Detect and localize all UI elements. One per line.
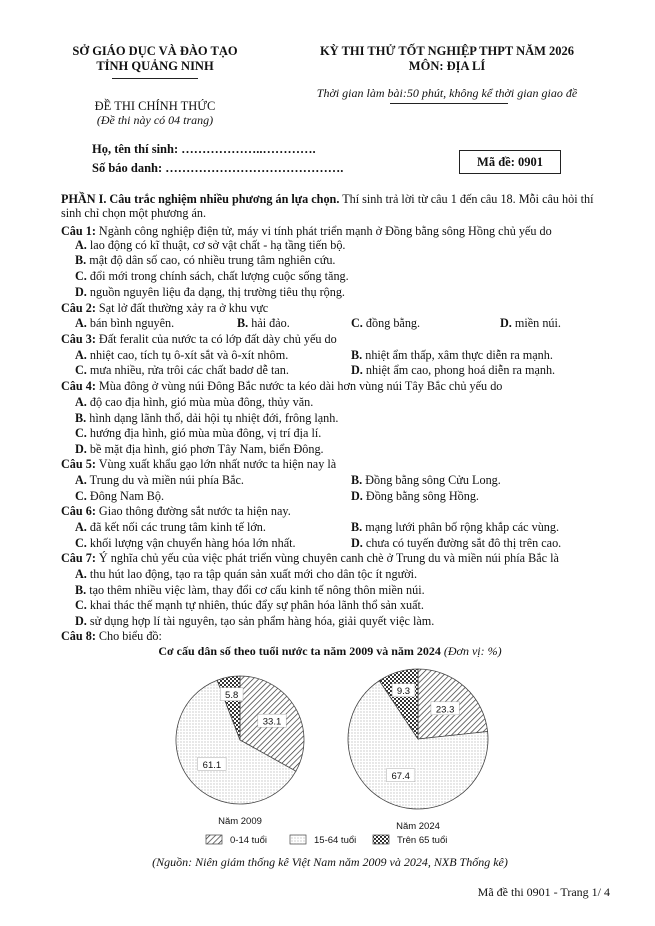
q1-option-b: B. mật độ dân số cao, có nhiều trung tâm nghiên cứu.: [75, 253, 336, 267]
department-line-2: TỈNH QUẢNG NINH: [96, 59, 214, 73]
chart-unit-note: (Đơn vị: %): [443, 644, 502, 658]
candidate-name-field: Họ, tên thí sinh: ………………..………….: [92, 142, 316, 156]
header-rule-right: [390, 103, 508, 104]
question-7: Câu 7: Ý nghĩa chủ yếu của việc phát triển vùng chuyên canh chè ở Trung du và miền núi phía Bắc là: [61, 551, 559, 565]
pie-charts: [0, 660, 655, 845]
question-6: Câu 6: Giao thông đường sắt nước ta hiện nay.: [61, 504, 291, 518]
q5-option-a: A. Trung du và miền núi phía Bắc.: [75, 473, 244, 487]
question-8: Câu 8: Cho biểu đồ:: [61, 629, 162, 643]
q6-option-c: C. khối lượng vận chuyển hàng hóa lớn nhất.: [75, 536, 296, 550]
q5-option-b: B. Đồng bằng sông Cửu Long.: [351, 473, 501, 487]
legend-label-2: 15-64 tuổi: [314, 835, 357, 845]
part1-heading: PHẦN I. Câu trắc nghiệm nhiều phương án lựa chọn.: [61, 192, 340, 206]
q2-option-d: D. miền núi.: [500, 316, 561, 330]
pie-1-caption: Năm 2009: [218, 816, 262, 827]
question-1: [61, 225, 621, 239]
q4-option-b: B. hình dạng lãnh thổ, dải hội tụ nhiệt đới, frông lạnh.: [75, 411, 339, 425]
header-rule-left: [112, 78, 198, 79]
exam-code-box: Mã đề: 0901: [459, 150, 561, 174]
chart-title: Cơ cấu dân số theo tuổi nước ta năm 2009 và năm 2024: [158, 644, 441, 658]
q7-option-c: C. khai thác thế mạnh tự nhiên, thúc đẩy sự phân hóa lãnh thổ sản xuất.: [75, 598, 424, 612]
question-5: Câu 5: Vùng xuất khẩu gạo lớn nhất nước ta hiện nay là: [61, 457, 337, 471]
department-header: [55, 44, 255, 74]
candidate-id-field: Số báo danh: …………………………………….: [92, 161, 344, 175]
q3-option-b: B. nhiệt ẩm thấp, xâm thực diễn ra mạnh.: [351, 348, 553, 362]
q6-option-b: B. mạng lưới phân bố rộng khắp các vùng.: [351, 520, 560, 534]
q7-option-a: A. thu hút lao động, tạo ra tập quán sản xuất mới cho dân tộc ít người.: [75, 567, 418, 581]
chart-title-block: [80, 644, 580, 659]
part1-heading-block: [61, 193, 606, 220]
q5-option-c: C. Đông Nam Bộ.: [75, 489, 165, 503]
legend-label-3: Trên 65 tuổi: [397, 835, 448, 845]
q4-option-d: D. bề mặt địa hình, gió phơn Tây Nam, biển Đông.: [75, 442, 324, 456]
q4-option-c: C. hướng địa hình, gió mùa mùa đông, vị trí địa lí.: [75, 426, 322, 440]
q2-option-a: A. bán bình nguyên.: [75, 316, 175, 330]
department-line-1: SỞ GIÁO DỤC VÀ ĐÀO TẠO: [72, 44, 238, 58]
time-note: Thời gian làm bài:50 phút, không kể thời gian giao đề: [316, 86, 578, 100]
question-4: Câu 4: Mùa đông ở vùng núi Đông Bắc nước ta kéo dài hơn vùng núi Tây Bắc chủ yếu do: [61, 379, 503, 393]
q5-option-d: D. Đồng bằng sông Hồng.: [351, 489, 479, 503]
pie-1-data-label-1: 33.1: [262, 716, 282, 728]
q2-option-b: B. hải đảo.: [237, 316, 290, 330]
q1-option-c: C. đổi mới trong chính sách, chất lượng cuộc sống tăng.: [75, 269, 349, 283]
pie-2-data-label-2: 67.4: [391, 771, 410, 783]
exam-title: KỲ THI THỬ TỐT NGHIỆP THPT NĂM 2026: [319, 44, 575, 58]
legend-label-1: 0-14 tuổi: [230, 835, 267, 845]
pie-1-data-label-2: 61.1: [202, 759, 222, 771]
question-text: Ngành công nghiệp điện tử, máy vi tính phát triển mạnh ở Đồng bằng sông Hồng chủ yếu do: [95, 224, 552, 238]
question-3: Câu 3: Đất feralit của nước ta có lớp đất dày chủ yếu do: [61, 332, 337, 346]
chart-source: (Nguồn: Niên giám thống kê Việt Nam năm 2009 và 2024, NXB Thống kê): [152, 855, 508, 869]
pie-2-data-label-1: 23.3: [435, 704, 455, 716]
q6-option-d: D. chưa có tuyến đường sắt đô thị trên cao.: [351, 536, 562, 550]
q2-option-c: C. đồng bằng.: [351, 316, 421, 330]
legend-swatch-1: [206, 835, 222, 844]
pie-1-data-label-3: 5.8: [225, 690, 239, 702]
q1-option-d: D. nguồn nguyên liệu đa dạng, thị trường tiêu thụ rộng.: [75, 285, 345, 299]
q6-option-a: A. đã kết nối các trung tâm kinh tế lớn.: [75, 520, 266, 534]
legend-swatch-2: [290, 835, 306, 844]
part1-instruction: Thí sinh trả lời từ câu 1 đến câu 18. Mỗi câu hỏi thí sinh chỉ chọn một phương án.: [61, 192, 594, 220]
q3-option-a: A. nhiệt cao, tích tụ ô-xít sắt và ô-xít nhôm.: [75, 348, 289, 362]
subject-title: MÔN: ĐỊA LÍ: [408, 59, 486, 73]
legend-swatch-3: [373, 835, 389, 844]
pages-note: (Đề thi này có 04 trang): [96, 113, 214, 127]
q1-option-a: A. lao động có kĩ thuật, cơ sở vật chất - hạ tầng tiến bộ.: [75, 238, 346, 252]
q7-option-d: D. sử dụng hợp lí tài nguyên, tạo sản phẩm hàng hóa, giải quyết việc làm.: [75, 614, 435, 628]
official-label: ĐỀ THI CHÍNH THỨC: [94, 99, 216, 113]
q4-option-a: A. độ cao địa hình, gió mùa mùa đông, thủy văn.: [75, 395, 314, 409]
pie-2-data-label-3: 9.3: [396, 686, 411, 698]
question-2: Câu 2: Sạt lở đất thường xảy ra ở khu vực: [61, 301, 269, 315]
q3-option-d: D. nhiệt ẩm cao, phong hoá diễn ra mạnh.: [351, 363, 556, 377]
page-footer: Mã đề thi 0901 - Trang 1/ 4: [477, 885, 610, 899]
pie-2-caption: Năm 2024: [396, 821, 440, 832]
question-number: Câu 1:: [61, 224, 96, 238]
exam-header: [282, 44, 612, 74]
q7-option-b: B. tạo thêm nhiều việc làm, thay đổi cơ cấu kinh tế nông thôn miền núi.: [75, 583, 425, 597]
q3-option-c: C. mưa nhiều, rửa trôi các chất badơ dễ tan.: [75, 363, 289, 377]
